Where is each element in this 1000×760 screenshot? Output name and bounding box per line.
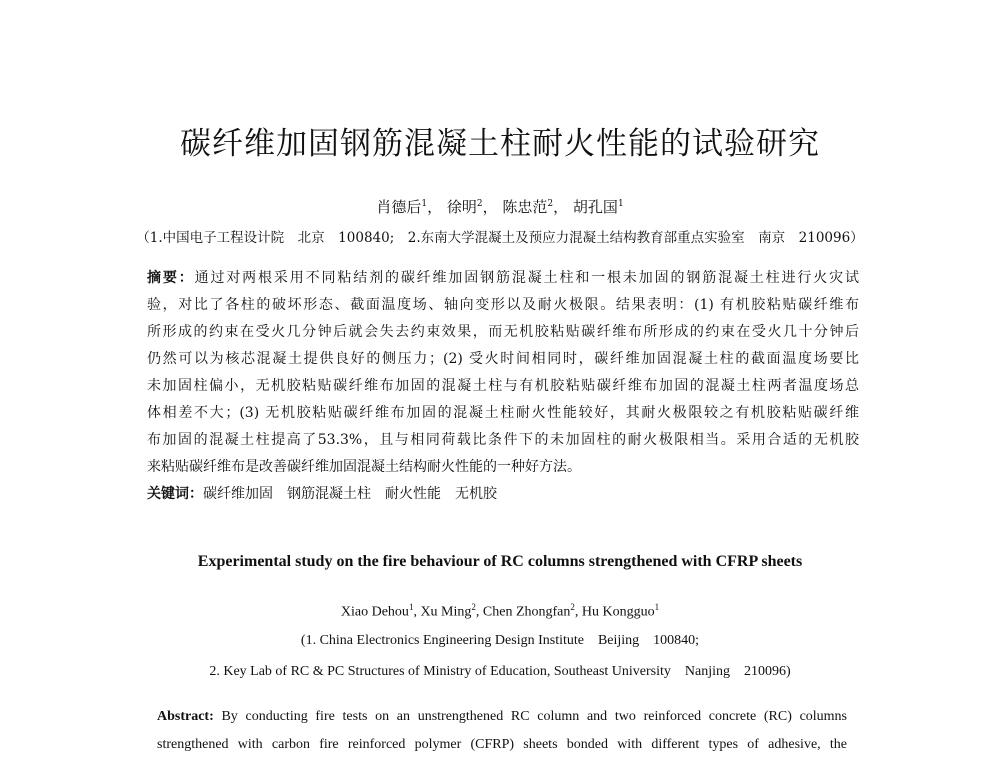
author: Hu Kongguo	[581, 604, 655, 620]
author-affiliation-mark: 1	[421, 199, 428, 209]
affiliation-en-1: (1. China Electronics Engineering Design Institute Beijing 100840;	[300, 633, 700, 648]
keyword: 碳纤维加固	[203, 486, 273, 502]
abstract-label-cn: 摘要：	[147, 270, 195, 286]
abstract-line-cn: 布加固的混凝土柱提高了53.3%，且与相同荷载比条件下的未加固柱的耐火极限相当。采用合适的无机胶	[147, 432, 859, 448]
author: 胡孔国	[572, 198, 618, 216]
author-affiliation-mark: 1	[617, 199, 624, 209]
author: 肖德后	[376, 198, 422, 216]
author-affiliation-mark: 2	[570, 602, 575, 612]
paper-title-en: Experimental study on the fire behaviour of RC columns strengthened with CFRP sheets	[197, 553, 803, 570]
author-affiliation-mark: 2	[471, 602, 476, 612]
author-affiliation-mark: 2	[547, 199, 554, 209]
affiliation-cn: （1.中国电子工程设计院 北京 100840; 2.东南大学混凝土及预应力混凝土结构教育部重点实验室 南京 210096）	[136, 230, 864, 246]
abstract-line-en: Abstract: By conducting fire tests on an unstrengthened RC column and two reinforced concrete (RC) columns	[157, 709, 848, 724]
author-affiliation-mark: 2	[476, 199, 483, 209]
author: 徐明	[446, 198, 477, 216]
authors-en: Xiao Dehou$^1$, Xu Ming$^2$, Chen Zhongfan$^2$, Hu Kongguo$^1$	[340, 602, 660, 620]
abstract-line-en: strengthened with carbon fire reinforced polymer (CFRP) sheets bonded with different types of adhesive, the	[157, 737, 847, 752]
authors-cn: 肖德后$^1$， 徐明$^2$， 陈忠范$^2$， 胡孔国$^1$	[376, 198, 624, 216]
keyword: 无机胶	[455, 486, 497, 502]
author-affiliation-mark: 1	[408, 602, 414, 612]
abstract-label-en: Abstract:	[157, 709, 214, 724]
author: Xiao Dehou	[340, 604, 409, 620]
author: Chen Zhongfan	[482, 604, 571, 620]
abstract-line-cn: 来粘贴碳纤维布是改善碳纤维加固混凝土结构耐火性能的一种好方法。	[147, 459, 581, 475]
keyword: 钢筋混凝土柱	[287, 486, 371, 502]
author: Xu Ming	[420, 604, 472, 620]
author-affiliation-mark: 1	[654, 602, 660, 612]
keyword: 耐火性能	[385, 486, 441, 502]
abstract-line-cn: 摘要：通过对两根采用不同粘结剂的碳纤维加固钢筋混凝土柱和一根未加固的钢筋混凝土柱进行火灾试	[147, 270, 859, 286]
abstract-line-cn: 仍然可以为核芯混凝土提供良好的侧压力；(2) 受火时间相同时，碳纤维加固混凝土柱的截面温度场要比	[147, 351, 859, 367]
affiliation-en-2: 2. Key Lab of RC & PC Structures of Ministry of Education, Southeast University Nanjing 210096)	[209, 664, 791, 679]
abstract-line-cn: 未加固柱偏小，无机胶粘贴碳纤维布加固的混凝土柱与有机胶粘贴碳纤维布加固的混凝土柱两者温度场总	[147, 378, 859, 394]
abstract-line-cn: 验，对比了各柱的破坏形态、截面温度场、轴向变形以及耐火极限。结果表明：(1) 有机胶粘贴碳纤维布	[147, 297, 859, 313]
keywords-cn	[147, 483, 859, 503]
keywords-label-cn: 关键词：	[147, 486, 203, 502]
abstract-line-cn: 所形成的约束在受火几分钟后就会失去约束效果，而无机胶粘贴碳纤维布所形成的约束在受火几十分钟后	[147, 324, 859, 340]
author: 陈忠范	[502, 198, 548, 216]
abstract-line-cn: 体相差不大；(3) 无机胶粘贴碳纤维布加固的混凝土柱耐火性能较好，其耐火极限较之有机胶粘贴碳纤维	[147, 405, 859, 421]
paper-title-cn: 碳纤维加固钢筋混凝土柱耐火性能的试验研究	[180, 126, 820, 162]
